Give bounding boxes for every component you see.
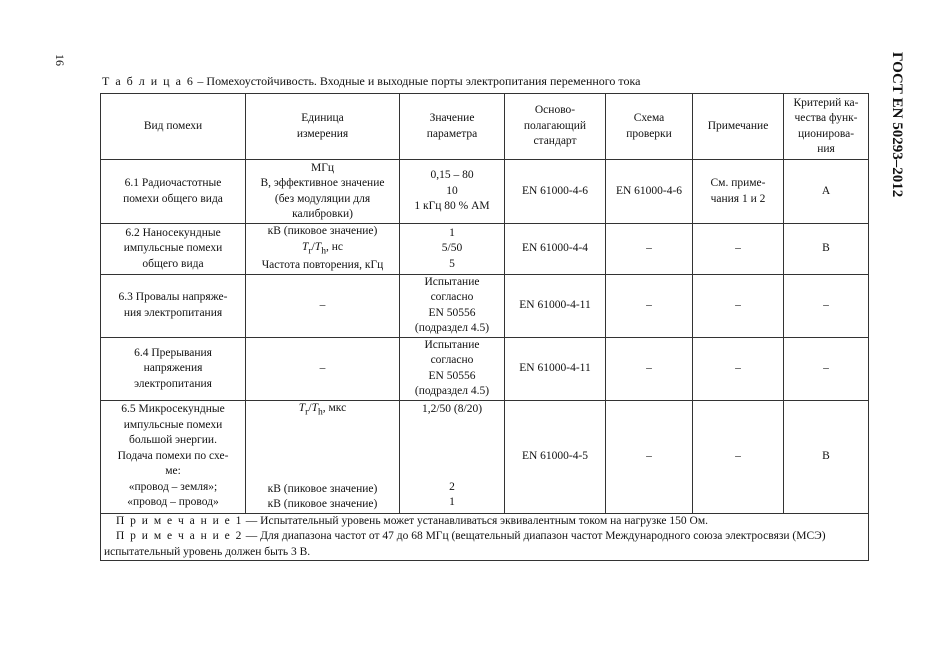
cell-line: измерения — [296, 127, 349, 140]
cell-unit — [246, 224, 400, 275]
cell-line: «провод – провод» — [127, 496, 219, 509]
cell-line: – — [319, 299, 326, 312]
cell-line: электропитания — [134, 377, 212, 390]
page-number: 16 — [53, 54, 67, 66]
cell-value — [400, 274, 505, 337]
cell-line: 0,15 – 80 — [430, 169, 474, 182]
cell-note — [693, 400, 784, 513]
cell-line: согласно — [430, 291, 474, 304]
cell-line — [249, 466, 396, 482]
cell-line: Единица — [301, 112, 344, 124]
cell-line: 5 — [449, 257, 455, 270]
cell-line: чества функ- — [794, 112, 858, 124]
cell-type — [101, 274, 246, 337]
header-standard — [505, 94, 606, 160]
table-row — [101, 337, 869, 400]
notes-row — [101, 513, 869, 561]
cell-line: EN 61000-4-4 — [521, 242, 589, 255]
table-row — [101, 274, 869, 337]
note-label: П р и м е ч а н и е 1 — [116, 514, 243, 527]
cell-line: ния — [817, 143, 835, 155]
cell-line: импульсные помехи — [123, 418, 223, 431]
cell-type — [101, 337, 246, 400]
cell-line: – — [823, 299, 829, 312]
cell-line: кВ (пиковое значение) — [267, 482, 378, 495]
table-caption — [102, 74, 640, 89]
cell-line: согласно — [430, 354, 474, 367]
cell-line: EN 50556 — [428, 306, 476, 319]
cell-line: МГц — [310, 161, 335, 174]
cell-line: кВ (пиковое значение) — [267, 498, 378, 511]
cell-line: помехи общего вида — [123, 192, 223, 205]
cell-line: «провод – земля»; — [128, 480, 218, 493]
cell-line: A — [821, 184, 831, 197]
cell-line — [403, 449, 501, 465]
cell-line: – — [735, 242, 741, 255]
cell-line: EN 61000-4-11 — [519, 299, 591, 312]
cell-line — [249, 435, 396, 451]
cell-line: 2 — [449, 480, 455, 493]
cell-line: 1 — [449, 226, 455, 239]
cell-type — [101, 400, 246, 513]
note-text: — Для диапазона частот от 47 до 68 МГц (вещательный диапазон частот Международного союза электросвязи (МСЭ) испытательный уровень должен быть 3 В. — [104, 530, 826, 558]
header-type: Вид помехи — [101, 94, 246, 160]
cell-line: 1 — [449, 496, 455, 509]
cell-line: – — [646, 449, 652, 462]
cell-line: кВ (пиковое значение) — [267, 225, 378, 237]
cell-line: Критерий ка- — [793, 96, 859, 109]
cell-line: Подача помехи по схе- — [117, 449, 229, 462]
cell-line: стандарт — [533, 135, 577, 148]
cell-standard — [505, 274, 606, 337]
table-note — [104, 529, 865, 560]
cell-criterion — [784, 337, 869, 400]
cell-line: 6.2 Наносекундные — [125, 226, 221, 239]
caption-label: Т а б л и ц а 6 — [102, 74, 195, 88]
cell-line: 6.4 Прерывания — [134, 346, 212, 359]
cell-line: ния электропитания — [123, 306, 223, 319]
cell-line — [249, 420, 396, 436]
cell-line: – — [646, 362, 652, 375]
cell-note — [693, 337, 784, 400]
table-header-row — [101, 94, 869, 160]
table-notes — [101, 513, 869, 561]
cell-value — [400, 160, 505, 224]
cell-unit — [246, 274, 400, 337]
table-row — [101, 224, 869, 275]
cell-note — [693, 160, 784, 224]
cell-line: EN 61000-4-11 — [519, 362, 591, 375]
cell-scheme — [606, 160, 693, 224]
cell-line — [403, 433, 501, 449]
cell-line: 10 — [446, 184, 458, 197]
cell-type — [101, 160, 246, 224]
cell-standard — [505, 160, 606, 224]
cell-line: – — [735, 362, 741, 375]
cell-line: Осново- — [534, 104, 576, 117]
cell-line: (без модуляции для — [274, 192, 371, 205]
cell-line — [403, 464, 501, 480]
cell-line: Схема — [633, 112, 665, 124]
cell-value — [400, 224, 505, 275]
cell-line: B — [822, 242, 830, 255]
cell-criterion — [784, 400, 869, 513]
cell-line: (подраздел 4.5) — [414, 385, 490, 398]
cell-line: общего вида — [142, 257, 204, 270]
standard-designation: ГОСТ EN 50293–2012 — [889, 52, 905, 198]
cell-line: ционирова- — [797, 127, 855, 140]
cell-line: 5/50 — [441, 242, 463, 255]
cell-type — [101, 224, 246, 275]
cell-line: Испытание — [424, 275, 480, 288]
cell-value — [400, 337, 505, 400]
cell-line: EN 61000-4-6 — [615, 184, 683, 197]
header-unit — [246, 94, 400, 160]
cell-scheme — [606, 224, 693, 275]
cell-criterion — [784, 274, 869, 337]
cell-unit — [246, 400, 400, 513]
cell-unit — [246, 160, 400, 224]
cell-standard — [505, 400, 606, 513]
note-text: — Испытательный уровень может устанавливаться эквивалентным током на нагрузке 150 Ом. — [242, 514, 708, 527]
cell-line: EN 61000-4-6 — [521, 184, 589, 197]
cell-line — [403, 418, 501, 434]
header-note: Примечание — [693, 94, 784, 160]
cell-line: – — [646, 242, 652, 255]
cell-line: 1 кГц 80 % AM — [414, 200, 490, 213]
cell-standard — [505, 224, 606, 275]
immunity-table — [100, 93, 869, 561]
cell-line: $T_r/T_h$, нс — [301, 240, 344, 256]
cell-note — [693, 224, 784, 275]
cell-note — [693, 274, 784, 337]
note-label: П р и м е ч а н и е 2 — [116, 530, 243, 543]
table-note — [104, 514, 865, 530]
cell-criterion — [784, 160, 869, 224]
cell-line: – — [735, 449, 741, 462]
cell-line: напряжения — [143, 362, 203, 375]
cell-line: EN 61000-4-5 — [521, 449, 589, 462]
cell-line: калибровки) — [292, 208, 353, 220]
header-scheme — [606, 94, 693, 160]
cell-line: EN 50556 — [428, 369, 476, 382]
cell-line: ме: — [165, 465, 181, 478]
cell-line: Значение — [429, 112, 475, 124]
cell-line: 6.3 Провалы напряже- — [118, 291, 228, 304]
cell-line: 6.1 Радиочастотные — [124, 177, 222, 189]
cell-line: большой энергии. — [129, 434, 217, 447]
cell-line: $T_r/T_h$, мкс — [298, 401, 347, 418]
cell-line: Испытание — [424, 338, 480, 351]
cell-line: См. приме- — [710, 177, 766, 189]
cell-line: параметра — [426, 127, 478, 140]
cell-line: импульсные помехи — [123, 242, 223, 255]
cell-line: – — [319, 362, 326, 375]
cell-line: полагающий — [523, 119, 587, 132]
table-row — [101, 160, 869, 224]
cell-line: 1,2/50 (8/20) — [421, 403, 483, 416]
cell-line — [249, 451, 396, 467]
cell-line: (подраздел 4.5) — [414, 322, 490, 335]
cell-criterion — [784, 224, 869, 275]
cell-line: – — [735, 299, 741, 312]
cell-scheme — [606, 274, 693, 337]
cell-line: Частота повторения, кГц — [261, 259, 384, 272]
cell-line: проверки — [626, 127, 672, 140]
cell-value — [400, 400, 505, 513]
cell-scheme — [606, 400, 693, 513]
cell-line: В, эффективное значение — [260, 177, 385, 189]
cell-line: чания 1 и 2 — [710, 192, 766, 205]
cell-unit — [246, 337, 400, 400]
header-value — [400, 94, 505, 160]
cell-line: – — [646, 299, 652, 312]
cell-line: B — [822, 449, 830, 462]
table-row — [101, 400, 869, 513]
cell-line: 6.5 Микросекундные — [121, 403, 225, 416]
header-criterion — [784, 94, 869, 160]
cell-scheme — [606, 337, 693, 400]
cell-line: – — [823, 362, 829, 375]
caption-text: – Помехоустойчивость. Входные и выходные порты электропитания переменного тока — [194, 74, 641, 88]
cell-standard — [505, 337, 606, 400]
